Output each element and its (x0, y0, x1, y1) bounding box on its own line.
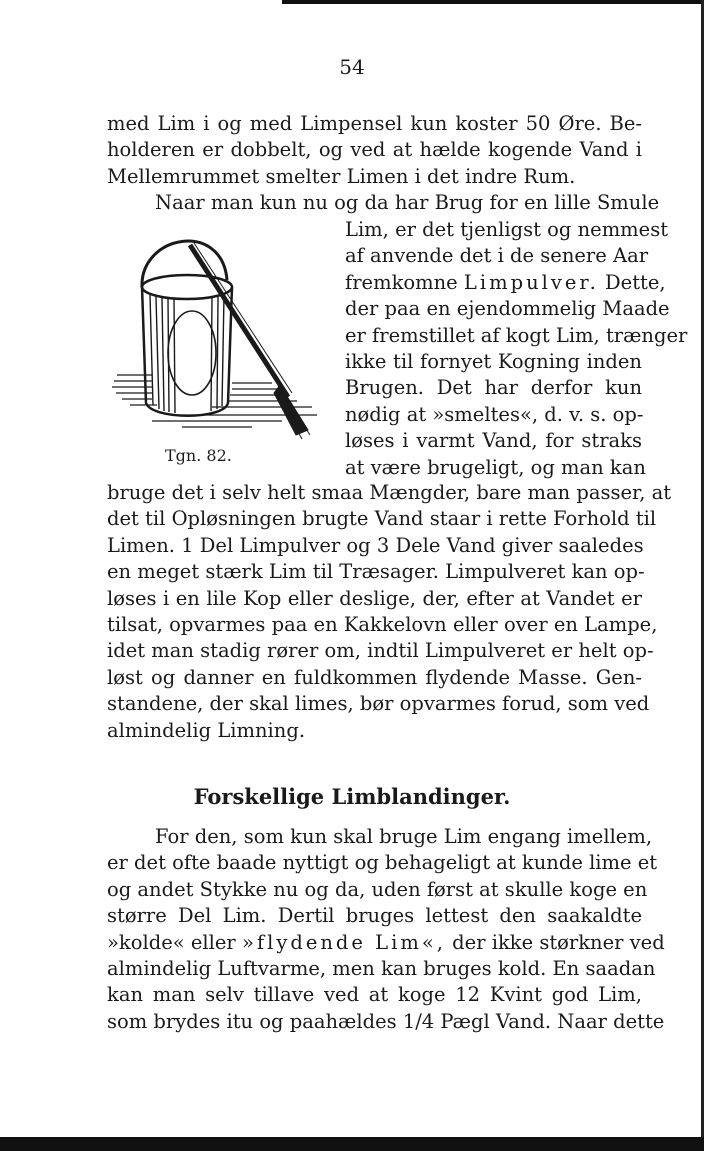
bottom-scan-band (0, 1137, 704, 1151)
text-segment: fremkomne (345, 270, 458, 294)
emphasis-flydende-lim: »flydende Lim«, (241, 930, 446, 954)
text-line: Lim, er det tjenligst og nemmest (345, 218, 669, 241)
text-line: er fremstillet af kogt Lim, trænger (345, 323, 688, 347)
text-line: nødig at »smeltes«, d. v. s. op- (345, 402, 644, 426)
text-segment: Dette, (605, 270, 666, 294)
fraction-quarter: 1/4 (402, 1009, 435, 1033)
text-line: almindelig Limning. (107, 718, 306, 742)
text-line: kan man selv tillave ved at koge 12 Kvint god Lim, (107, 983, 642, 1007)
text-line: idet man stadig rører om, indtil Limpulveret er helt op- (107, 639, 654, 663)
text-line: større Del Lim. Dertil bruges lettest den saakaldte (107, 904, 642, 928)
text-line (107, 930, 665, 956)
text-line: er det ofte baade nyttigt og behageligt at kunde lime et (107, 851, 658, 875)
text-line: og andet Stykke nu og da, uden først at skulle koge en (107, 877, 648, 901)
text-line (107, 1009, 665, 1035)
text-line (345, 270, 666, 296)
text-segment: der ikke størkner ved (452, 930, 665, 954)
text-line: holderen er dobbelt, og ved at hælde kogende Vand i (107, 138, 642, 162)
paragraph-2-continued (107, 480, 672, 744)
top-border-rule (282, 0, 704, 4)
figure-caption: Tgn. 82. (165, 446, 232, 465)
text-line: almindelig Luftvarme, men kan bruges kold. En saadan (107, 956, 656, 980)
text-line: Limen. 1 Del Limpulver og 3 Dele Vand giver saaledes (107, 533, 644, 557)
paragraph-3 (107, 824, 665, 1035)
paragraph-1 (107, 111, 642, 190)
text-line: standene, der skal limes, bør opvarmes forud, som ved (107, 692, 650, 716)
text-segment: »kolde« eller (107, 930, 236, 954)
section-heading: Forskellige Limblandinger. (193, 784, 511, 809)
text-line: løses i en lile Kop eller deslige, der, efter at Vandet er (107, 586, 642, 610)
text-line: løst og danner en fuldkommen flydende Masse. Gen- (107, 665, 642, 689)
emphasis-limpulver: Limpulver. (463, 270, 599, 294)
text-line: Naar man kun nu og da har Brug for en lille Smule (155, 191, 660, 214)
text-line: bruge det i selv helt smaa Mængder, bare man passer, at (107, 481, 672, 504)
text-line: løses i varmt Vand, for straks (345, 429, 642, 453)
page-number: 54 (339, 55, 365, 79)
text-segment: Pægl Vand. Naar dette (440, 1009, 665, 1033)
text-line: der paa en ejendommelig Maade (345, 297, 670, 321)
text-line: For den, som kun skal bruge Lim engang imellem, (155, 825, 653, 848)
paragraph-2-first-line (107, 190, 660, 216)
paragraph-2-wrapped-column (345, 217, 688, 481)
text-line: Mellemrummet smelter Limen i det indre Rum. (107, 164, 576, 188)
text-line: af anvende det i de senere Aar (345, 244, 649, 268)
text-line: med Lim i og med Limpensel kun koster 50 Øre. Be- (107, 112, 642, 135)
text-line: en meget stærk Lim til Træsager. Limpulveret kan op- (107, 560, 645, 584)
text-line: det til Opløsningen brugte Vand staar i rette Forhold til (107, 507, 657, 531)
text-segment: som brydes itu og paahældes (107, 1009, 397, 1033)
glue-pot-illustration (112, 225, 332, 450)
text-line: ikke til fornyet Kogning inden (345, 349, 642, 373)
text-line: at være brugeligt, og man kan (345, 455, 646, 479)
text-line: Brugen. Det har derfor kun (345, 376, 642, 400)
text-line: tilsat, opvarmes paa en Kakkelovn eller over en Lampe, (107, 612, 658, 636)
